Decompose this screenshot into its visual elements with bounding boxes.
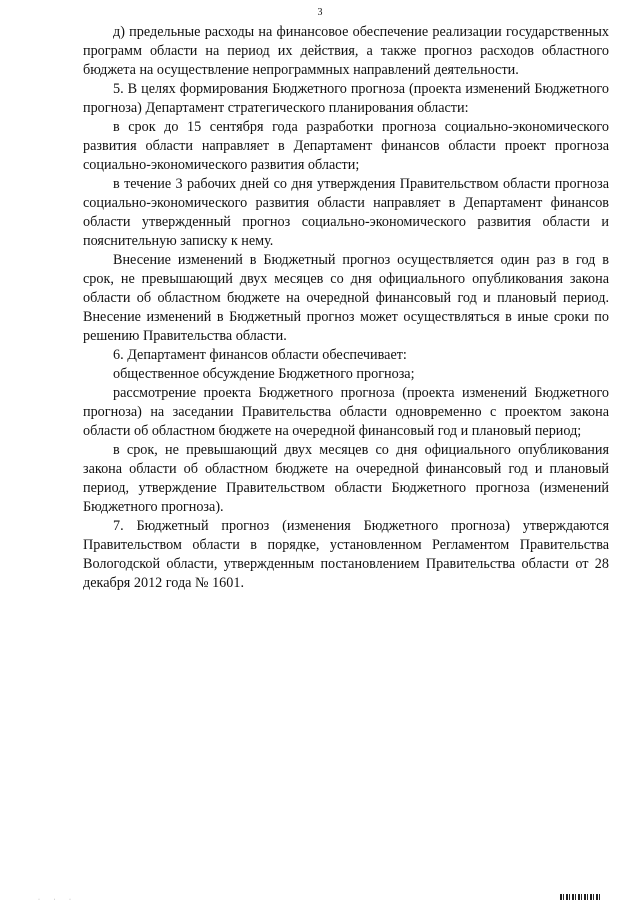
paragraph-review: рассмотрение проекта Бюджетного прогноза (проекта изменений Бюджетного прогноза) на заседании Правительства области одновременно с проектом закона области об областном бюджете на очередной финансовый год и плановый период; bbox=[83, 385, 609, 439]
paragraph-amendments: Внесение изменений в Бюджетный прогноз осуществляется один раз в год в срок, не превышающий двух месяцев со дня официального опубликования закона области об областном бюджете на очередной финансовый год и плановый период. Внесение изменений в Бюджетный прогноз может осуществляться в иные сроки по решению Правительства области. bbox=[83, 252, 609, 344]
paragraph-deadline-sept-15: в срок до 15 сентября года разработки прогноза социально-экономического развития области направляет в Департамент финансов области проект прогноза социально-экономического развития области; bbox=[83, 119, 609, 173]
paragraph-section-6: 6. Департамент финансов области обеспечивает: bbox=[113, 347, 407, 363]
paragraph-public-discussion: общественное обсуждение Бюджетного прогноза; bbox=[113, 366, 415, 382]
page-number: 3 bbox=[317, 7, 323, 18]
document-body bbox=[83, 23, 609, 593]
paragraph-approval-deadline: в срок, не превышающий двух месяцев со дня официального опубликования закона области об областном бюджете на очередной финансовый год и плановый период, утверждение Правительством области Бюджетного прогноза (изменений Бюджетного прогноза). bbox=[83, 442, 609, 515]
paragraph-three-days: в течение 3 рабочих дней со дня утверждения Правительством области прогноза социально-экономического развития области направляет в Департамент финансов области утвержденный прогноз социально-экономического развития области и пояснительную записку к нему. bbox=[83, 176, 609, 249]
scan-artifact-left: · · · bbox=[38, 897, 77, 903]
paragraph-section-7: 7. Бюджетный прогноз (изменения Бюджетного прогноза) утверждаются Правительством области в порядке, установленном Регламентом Правительства Вологодской области, утвержденным постановлением Правительства области от 28 декабря 2012 года № 1601. bbox=[83, 518, 609, 591]
barcode-mark bbox=[560, 894, 600, 900]
paragraph-expenses: д) предельные расходы на финансовое обеспечение реализации государственных программ области на период их действия, а также прогноз расходов областного бюджета на осуществление непрограммных направлений деятельности. bbox=[83, 24, 609, 78]
paragraph-section-5: 5. В целях формирования Бюджетного прогноза (проекта изменений Бюджетного прогноза) Департамент стратегического планирования области: bbox=[83, 81, 609, 116]
